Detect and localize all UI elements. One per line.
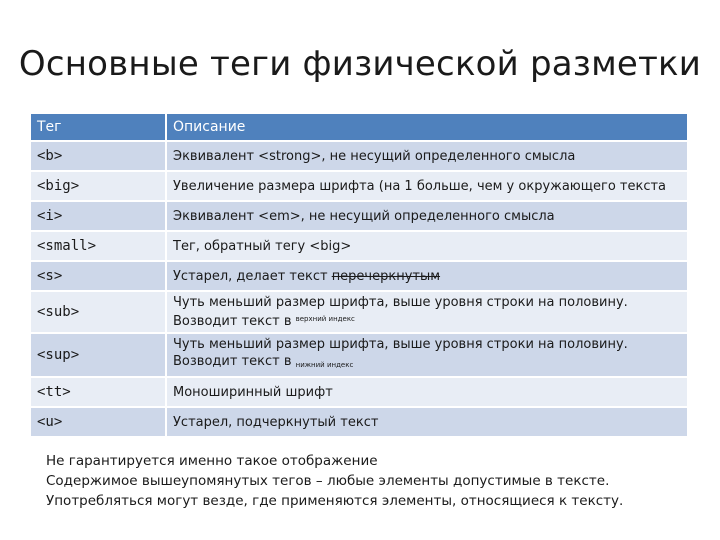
tag-cell: <tt>	[31, 378, 167, 406]
header-tag: Тег	[31, 114, 167, 140]
table-row	[31, 292, 687, 332]
table-row	[31, 378, 687, 406]
description-cell	[167, 262, 687, 290]
description-cell: Эквивалент <strong>, не несущий определенного смысла	[167, 142, 687, 170]
description-cell	[167, 292, 687, 332]
description-cell	[167, 334, 687, 376]
description-line-2: Возводит текст в	[173, 354, 296, 369]
note-line: Употребляться могут везде, где применяются элементы, относящиеся к тексту.	[46, 493, 624, 509]
description-cell: Эквивалент <em>, не несущий определенного смысла	[167, 202, 687, 230]
tag-cell: <sup>	[31, 334, 167, 376]
note-line: Не гарантируется именно такое отображение	[46, 453, 378, 469]
description-line-2: Возводит текст в	[173, 314, 296, 329]
table-row	[31, 262, 687, 290]
description-cell: Увеличение размера шрифта (на 1 больше, чем у окружающего текста	[167, 172, 687, 200]
description-line-1: Чуть меньший размер шрифта, выше уровня строки на половину.	[173, 337, 628, 352]
description-text: Устарел, делает текст	[173, 268, 332, 284]
tag-cell: <sub>	[31, 292, 167, 332]
table-row	[31, 408, 687, 436]
table-header-row	[31, 114, 687, 140]
description-cell: Тег, обратный тегу <big>	[167, 232, 687, 260]
description-line-1: Чуть меньший размер шрифта, выше уровня строки на половину.	[173, 295, 628, 310]
description-cell: Моноширинный шрифт	[167, 378, 687, 406]
struck-text-example: перечеркнутым	[331, 268, 441, 284]
tag-cell: <s>	[31, 262, 167, 290]
tag-cell: <u>	[31, 408, 167, 436]
table-row	[31, 334, 687, 376]
header-description: Описание	[167, 114, 687, 140]
tag-cell: <small>	[31, 232, 167, 260]
subscript-example: нижний индекс	[295, 361, 354, 369]
superscript-example: верхний индекс	[295, 315, 355, 323]
description-cell: Устарел, подчеркнутый текст	[167, 408, 687, 436]
note-line: Содержимое вышеупомянутых тегов – любые элементы допустимые в тексте.	[46, 473, 610, 489]
tags-table	[31, 112, 687, 438]
tag-cell: <big>	[31, 172, 167, 200]
tag-cell: <i>	[31, 202, 167, 230]
table-row	[31, 172, 687, 200]
page-title: Основные теги физической разметки	[18, 44, 702, 84]
notes-block	[46, 451, 623, 511]
tag-cell: <b>	[31, 142, 167, 170]
table-row	[31, 142, 687, 170]
table-row	[31, 232, 687, 260]
table-row	[31, 202, 687, 230]
